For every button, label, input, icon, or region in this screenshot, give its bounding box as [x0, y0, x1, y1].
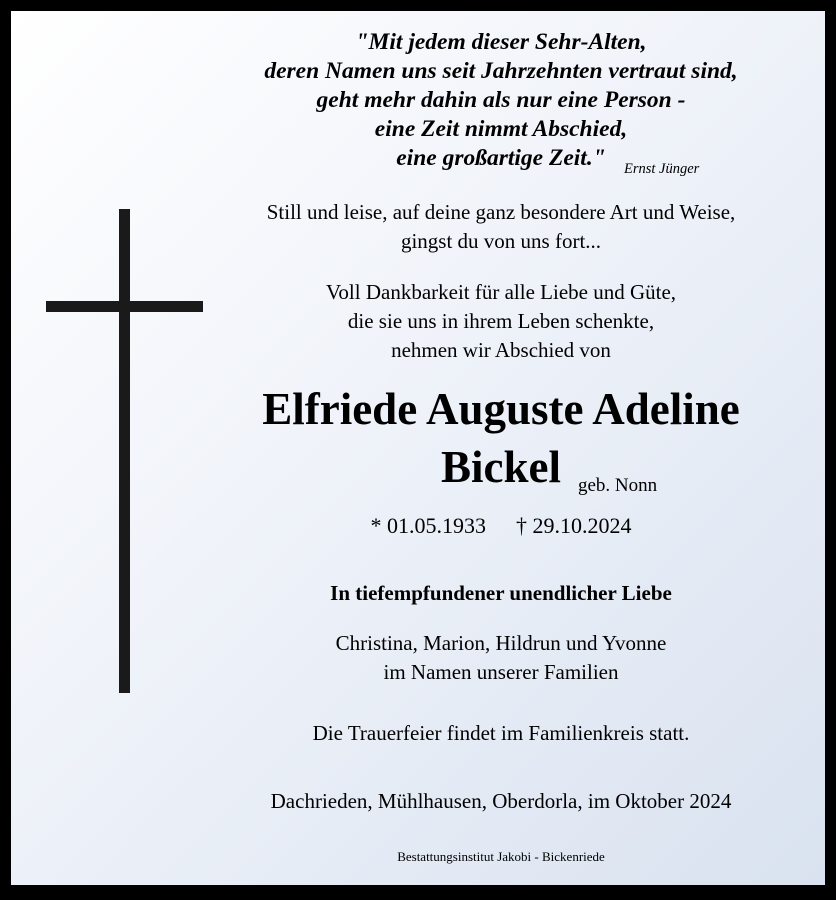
- quote-line: deren Namen uns seit Jahrzehnten vertraut sind,: [264, 58, 738, 84]
- verse-line: Still und leise, auf deine ganz besondere Art und Weise,: [266, 200, 736, 224]
- verse-line: die sie uns in ihrem Leben schenkte,: [347, 309, 655, 333]
- service-note: Die Trauerfeier findet im Familienkreis statt.: [312, 721, 690, 745]
- cross-vertical-bar: [119, 209, 130, 693]
- quote-line: eine großartige Zeit.": [396, 145, 606, 171]
- quote-line: geht mehr dahin als nur eine Person -: [316, 87, 686, 113]
- obituary-card: [11, 11, 825, 885]
- deceased-birth-name: geb. Nonn: [578, 475, 658, 496]
- mourners-line: im Namen unserer Familien: [383, 660, 619, 684]
- quote-line: eine Zeit nimmt Abschied,: [374, 116, 628, 142]
- birth-date: * 01.05.1933: [370, 513, 486, 538]
- verse-line: Voll Dankbarkeit für alle Liebe und Güte,: [325, 280, 677, 304]
- death-date: † 29.10.2024: [516, 513, 632, 538]
- mourners-heading: In tiefempfundener unendlicher Liebe: [330, 581, 672, 605]
- deceased-surname: Bickel: [441, 442, 561, 492]
- deceased-given-names: Elfriede Auguste Adeline: [262, 384, 740, 434]
- quote-author: Ernst Jünger: [624, 161, 700, 177]
- place-date: Dachrieden, Mühlhausen, Oberdorla, im Oktober 2024: [270, 789, 732, 813]
- verse-line: gingst du von uns fort...: [400, 229, 602, 253]
- funeral-home: Bestattungsinstitut Jakobi - Bickenriede: [397, 849, 605, 864]
- verse-gratitude: [201, 278, 801, 365]
- verse-line: nehmen wir Abschied von: [391, 338, 611, 362]
- verse-intro: [201, 198, 801, 256]
- mourners-line: Christina, Marion, Hildrun und Yvonne: [335, 631, 667, 655]
- quote-line: "Mit jedem dieser Sehr-Alten,: [355, 29, 647, 55]
- mourners-list: [201, 629, 801, 687]
- life-dates: [201, 513, 801, 539]
- cross-horizontal-bar: [46, 301, 203, 312]
- quote-block: [201, 28, 801, 173]
